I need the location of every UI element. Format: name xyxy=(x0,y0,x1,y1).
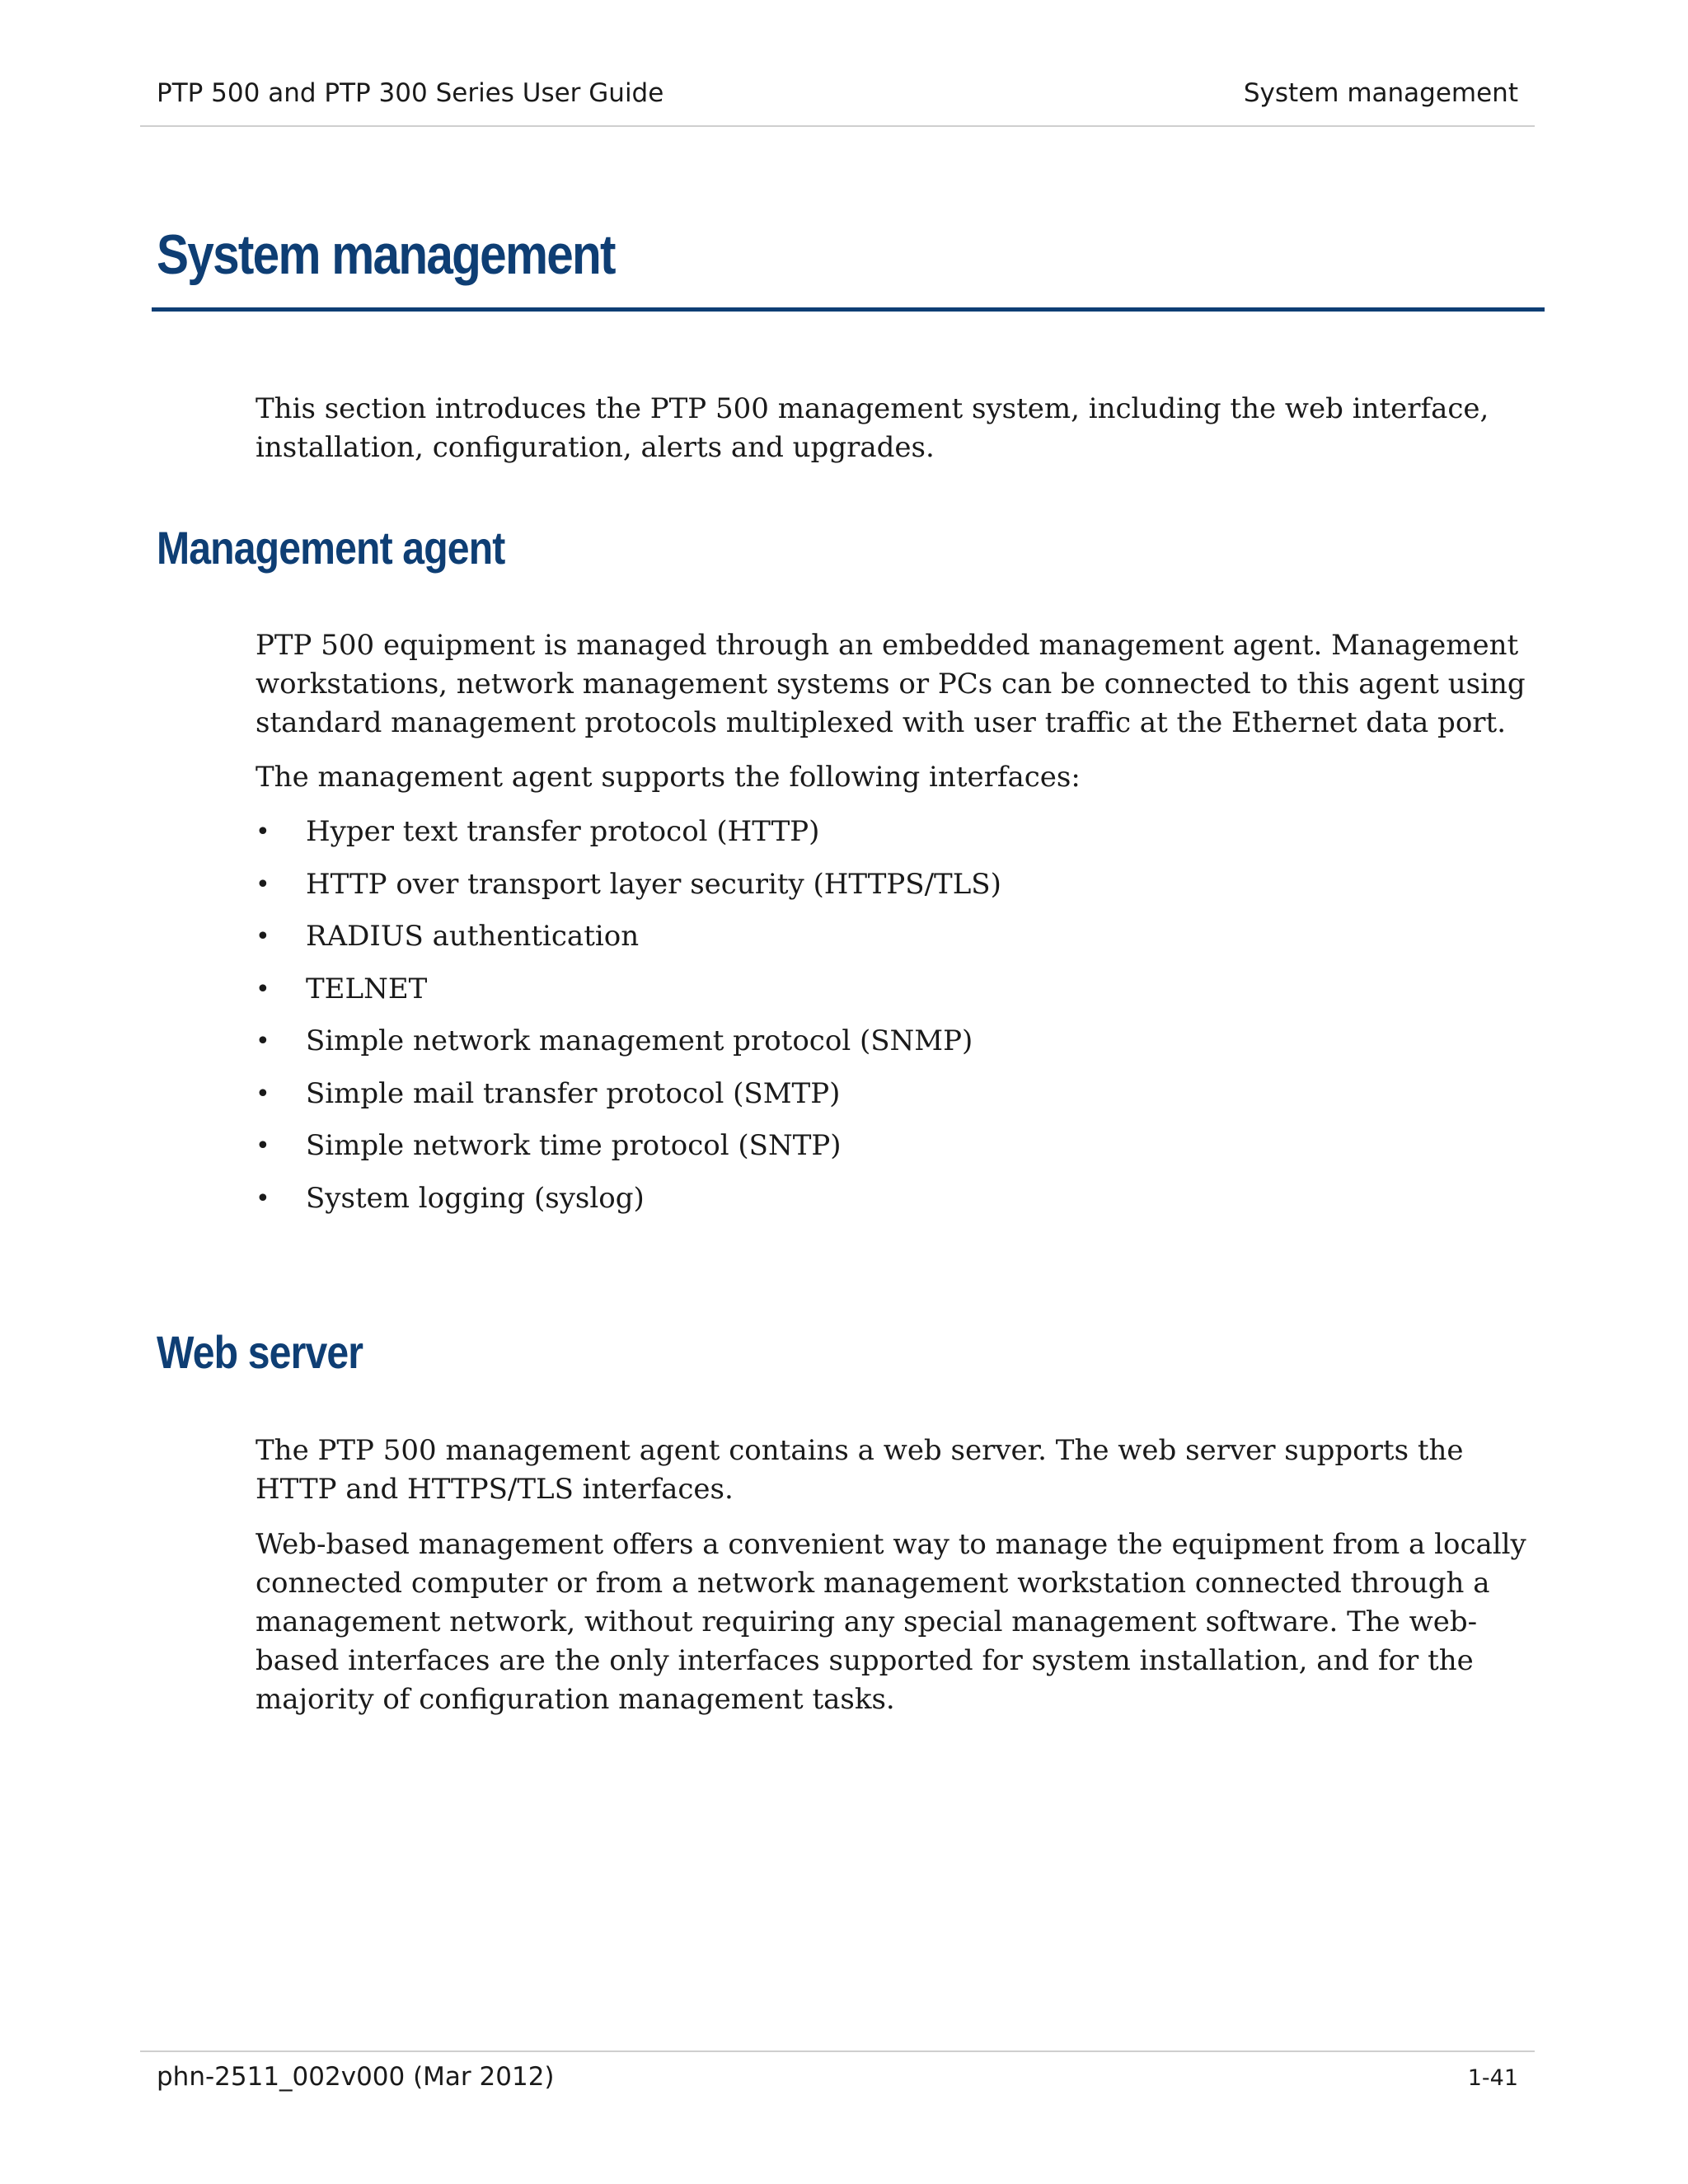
web-server-paragraph-1: The PTP 500 management agent contains a web server. The web server supports the HTTP and HTTPS/TLS interfaces. xyxy=(256,1434,1464,1506)
footer-page-number: 1-41 xyxy=(1467,2065,1518,2091)
bullet-icon: • xyxy=(256,1183,270,1213)
footer-doc-id: phn-2511_002v000 (Mar 2012) xyxy=(157,2062,555,2092)
list-item xyxy=(256,1022,1492,1075)
interface-label: Simple network time protocol (SNTP) xyxy=(306,1129,842,1162)
list-item xyxy=(256,1179,1492,1232)
bullet-icon: • xyxy=(256,818,270,846)
interface-label: RADIUS authentication xyxy=(306,920,640,953)
list-item xyxy=(256,1127,1492,1179)
header-divider xyxy=(140,125,1535,127)
list-item xyxy=(256,970,1492,1023)
list-item xyxy=(256,1075,1492,1127)
bullet-icon: • xyxy=(256,922,270,951)
management-agent-heading: Management agent xyxy=(157,522,505,574)
interface-label: Simple network management protocol (SNMP) xyxy=(306,1024,973,1057)
list-item xyxy=(256,813,1492,865)
header-section-name: System management xyxy=(1243,78,1518,108)
interface-label: TELNET xyxy=(306,972,428,1005)
list-item xyxy=(256,865,1492,918)
interface-label: Hyper text transfer protocol (HTTP) xyxy=(306,815,820,848)
bullet-icon: • xyxy=(256,1132,270,1160)
bullet-icon: • xyxy=(256,1079,270,1108)
web-server-heading: Web server xyxy=(157,1326,363,1378)
interfaces-intro-paragraph: The management agent supports the following interfaces: xyxy=(256,761,1081,794)
chapter-intro-paragraph: This section introduces the PTP 500 management system, including the web interface, installation, configuration, alerts and upgrades. xyxy=(256,392,1489,464)
chapter-title-rule xyxy=(152,307,1545,312)
header-doc-title: PTP 500 and PTP 300 Series User Guide xyxy=(157,78,664,108)
bullet-icon: • xyxy=(256,1027,270,1056)
list-item xyxy=(256,917,1492,970)
running-footer xyxy=(157,2062,1518,2095)
bullet-icon: • xyxy=(256,869,270,899)
bullet-icon: • xyxy=(256,974,270,1004)
chapter-title: System management xyxy=(157,223,615,286)
footer-divider xyxy=(140,2050,1535,2052)
interfaces-list xyxy=(256,813,1492,1231)
web-server-paragraph-2: Web-based management offers a convenient way to manage the equipment from a locally connected computer or from a network management workstation connected through a management network, without requiring any special management software. The web-based interfaces are the only interfaces supported for system installation, and for the majority of configuration management tasks. xyxy=(256,1528,1526,1716)
management-agent-paragraph: PTP 500 equipment is managed through an embedded management agent. Management workstations, network management systems or PCs can be connected to this agent using standard management protocols multiplexed with user traffic at the Ethernet data port. xyxy=(256,629,1526,739)
interface-label: System logging (syslog) xyxy=(306,1181,645,1215)
running-header xyxy=(157,78,1518,111)
interface-label: HTTP over transport layer security (HTTPS/TLS) xyxy=(306,867,1001,901)
interface-label: Simple mail transfer protocol (SMTP) xyxy=(306,1076,841,1110)
